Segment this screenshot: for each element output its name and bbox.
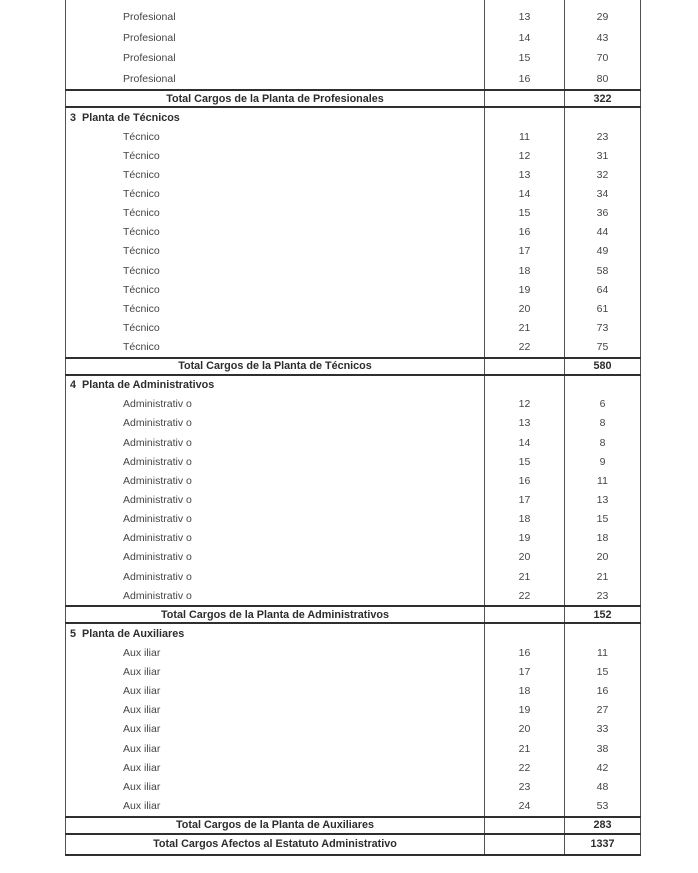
cargos-value: 23 [564, 127, 641, 146]
cargos-value: 8 [564, 433, 641, 452]
table-row [65, 184, 641, 203]
cargos-value: 32 [564, 165, 641, 184]
cargo-label: Aux iliar [65, 701, 484, 720]
table-row [65, 586, 641, 605]
cargo-label: Administrativ o [65, 490, 484, 509]
cargos-value: 64 [564, 280, 641, 299]
table-top-spacer [65, 0, 641, 7]
section-total-label: Total Cargos de la Planta de Administrativos [65, 607, 484, 622]
table-row [65, 510, 641, 529]
grado-value: 18 [484, 261, 564, 280]
cargo-label: Administrativ o [65, 510, 484, 529]
grand-total-label: Total Cargos Afectos al Estatuto Administrativo [65, 835, 484, 854]
cargo-label: Administrativ o [65, 548, 484, 567]
grand-total-value: 1337 [564, 835, 641, 854]
table-row [65, 223, 641, 242]
cargos-value: 20 [564, 548, 641, 567]
grado-value: 21 [484, 739, 564, 758]
cargo-label: Técnico [65, 280, 484, 299]
grado-value: 12 [484, 146, 564, 165]
cargo-label: Profesional [65, 69, 484, 90]
cargo-label: Administrativ o [65, 414, 484, 433]
table-row [65, 529, 641, 548]
grado-value: 12 [484, 395, 564, 414]
grado-value: 19 [484, 701, 564, 720]
cargos-value: 21 [564, 567, 641, 586]
grado-value: 22 [484, 758, 564, 777]
grado-value: 15 [484, 452, 564, 471]
cargos-value: 9 [564, 452, 641, 471]
grado-value: 16 [484, 643, 564, 662]
cargo-label: Técnico [65, 204, 484, 223]
section-header-label: 3 Planta de Técnicos [65, 108, 484, 127]
cargos-value: 75 [564, 338, 641, 357]
cargo-label: Técnico [65, 184, 484, 203]
table-row [65, 643, 641, 662]
grado-value: 16 [484, 223, 564, 242]
cargo-label: Técnico [65, 338, 484, 357]
cargos-value: 53 [564, 796, 641, 815]
cargo-label: Aux iliar [65, 758, 484, 777]
table-row [65, 548, 641, 567]
cargos-value: 16 [564, 682, 641, 701]
cargo-label: Administrativ o [65, 395, 484, 414]
cargo-label: Aux iliar [65, 662, 484, 681]
cargos-value: 23 [564, 586, 641, 605]
table-row [65, 261, 641, 280]
cargo-label: Profesional [65, 48, 484, 69]
cargo-label: Técnico [65, 318, 484, 337]
section-total-value: 283 [564, 818, 641, 833]
cargos-value: 34 [564, 184, 641, 203]
cargo-label: Técnico [65, 146, 484, 165]
cargos-value: 49 [564, 242, 641, 261]
grado-value: 13 [484, 7, 564, 28]
table-row [65, 567, 641, 586]
table-row [65, 452, 641, 471]
cargo-label: Aux iliar [65, 682, 484, 701]
cargo-label: Aux iliar [65, 777, 484, 796]
cargos-value: 27 [564, 701, 641, 720]
grado-value: 21 [484, 567, 564, 586]
cargos-value: 70 [564, 48, 641, 69]
cargos-value: 31 [564, 146, 641, 165]
table-row [65, 165, 641, 184]
table-row [65, 28, 641, 49]
cargo-label: Profesional [65, 7, 484, 28]
grado-value: 13 [484, 165, 564, 184]
section-header-row [65, 624, 641, 643]
cargos-value: 43 [564, 28, 641, 49]
grado-value: 18 [484, 510, 564, 529]
section-total-row [65, 89, 641, 108]
grado-value: 17 [484, 242, 564, 261]
section-total-value: 152 [564, 607, 641, 622]
section-total-row [65, 816, 641, 835]
table-row [65, 471, 641, 490]
grado-value: 18 [484, 682, 564, 701]
cargos-value: 11 [564, 471, 641, 490]
cargos-value: 6 [564, 395, 641, 414]
cargos-value: 42 [564, 758, 641, 777]
section-total-row [65, 357, 641, 376]
cargo-label: Administrativ o [65, 567, 484, 586]
cargos-value: 29 [564, 7, 641, 28]
grado-value: 23 [484, 777, 564, 796]
table-row [65, 242, 641, 261]
cargo-label: Técnico [65, 261, 484, 280]
cargos-value: 33 [564, 720, 641, 739]
section-total-label: Total Cargos de la Planta de Profesionales [65, 91, 484, 106]
grand-total-row [65, 835, 641, 856]
cargos-value: 73 [564, 318, 641, 337]
cargo-label: Administrativ o [65, 433, 484, 452]
cargos-value: 36 [564, 204, 641, 223]
section-total-row [65, 605, 641, 624]
cargo-label: Aux iliar [65, 796, 484, 815]
grado-value: 22 [484, 586, 564, 605]
cargo-label: Técnico [65, 242, 484, 261]
section-total-value: 322 [564, 91, 641, 106]
cargo-label: Administrativ o [65, 529, 484, 548]
cargo-label: Aux iliar [65, 720, 484, 739]
grado-value: 15 [484, 48, 564, 69]
grado-value: 20 [484, 548, 564, 567]
table-row [65, 69, 641, 90]
cargos-value: 44 [564, 223, 641, 242]
cargo-label: Administrativ o [65, 586, 484, 605]
section-total-label: Total Cargos de la Planta de Auxiliares [65, 818, 484, 833]
cargo-label: Aux iliar [65, 643, 484, 662]
grado-value: 14 [484, 433, 564, 452]
grado-value: 21 [484, 318, 564, 337]
section-header-label: 5 Planta de Auxiliares [65, 624, 484, 643]
table-row [65, 395, 641, 414]
grado-value: 14 [484, 184, 564, 203]
table-row [65, 414, 641, 433]
table-row [65, 127, 641, 146]
cargo-label: Técnico [65, 127, 484, 146]
cargo-label: Técnico [65, 223, 484, 242]
cargos-value: 38 [564, 739, 641, 758]
cargos-value: 61 [564, 299, 641, 318]
table-row [65, 280, 641, 299]
table-row [65, 338, 641, 357]
grado-value: 16 [484, 471, 564, 490]
table-row [65, 146, 641, 165]
grado-value: 11 [484, 127, 564, 146]
table-row [65, 299, 641, 318]
section-total-value: 580 [564, 359, 641, 374]
table-row [65, 720, 641, 739]
section-header-row [65, 376, 641, 395]
grado-value: 20 [484, 720, 564, 739]
section-header-row [65, 108, 641, 127]
table-row [65, 662, 641, 681]
grado-value: 20 [484, 299, 564, 318]
grado-value: 19 [484, 529, 564, 548]
grado-value: 13 [484, 414, 564, 433]
table-row [65, 48, 641, 69]
grado-value: 16 [484, 69, 564, 90]
table-row [65, 701, 641, 720]
grado-value: 15 [484, 204, 564, 223]
cargo-label: Aux iliar [65, 739, 484, 758]
table-row [65, 739, 641, 758]
cargo-label: Profesional [65, 28, 484, 49]
grado-value: 14 [484, 28, 564, 49]
table-row [65, 7, 641, 28]
cargos-value: 48 [564, 777, 641, 796]
cargos-value: 13 [564, 490, 641, 509]
cargos-value: 15 [564, 662, 641, 681]
grado-value: 22 [484, 338, 564, 357]
staffing-table [65, 0, 641, 856]
section-header-label: 4 Planta de Administrativos [65, 376, 484, 395]
table-row [65, 682, 641, 701]
table-row [65, 433, 641, 452]
cargos-value: 18 [564, 529, 641, 548]
grado-value: 24 [484, 796, 564, 815]
table-row [65, 490, 641, 509]
cargos-value: 58 [564, 261, 641, 280]
grado-value: 17 [484, 490, 564, 509]
cargo-label: Técnico [65, 299, 484, 318]
table-row [65, 758, 641, 777]
grado-value: 17 [484, 662, 564, 681]
table-row [65, 204, 641, 223]
cargos-value: 80 [564, 69, 641, 90]
section-total-label: Total Cargos de la Planta de Técnicos [65, 359, 484, 374]
table-row [65, 796, 641, 815]
cargo-label: Administrativ o [65, 471, 484, 490]
table-row [65, 318, 641, 337]
cargo-label: Técnico [65, 165, 484, 184]
cargos-value: 8 [564, 414, 641, 433]
cargos-value: 11 [564, 643, 641, 662]
cargos-value: 15 [564, 510, 641, 529]
cargo-label: Administrativ o [65, 452, 484, 471]
grado-value: 19 [484, 280, 564, 299]
table-row [65, 777, 641, 796]
